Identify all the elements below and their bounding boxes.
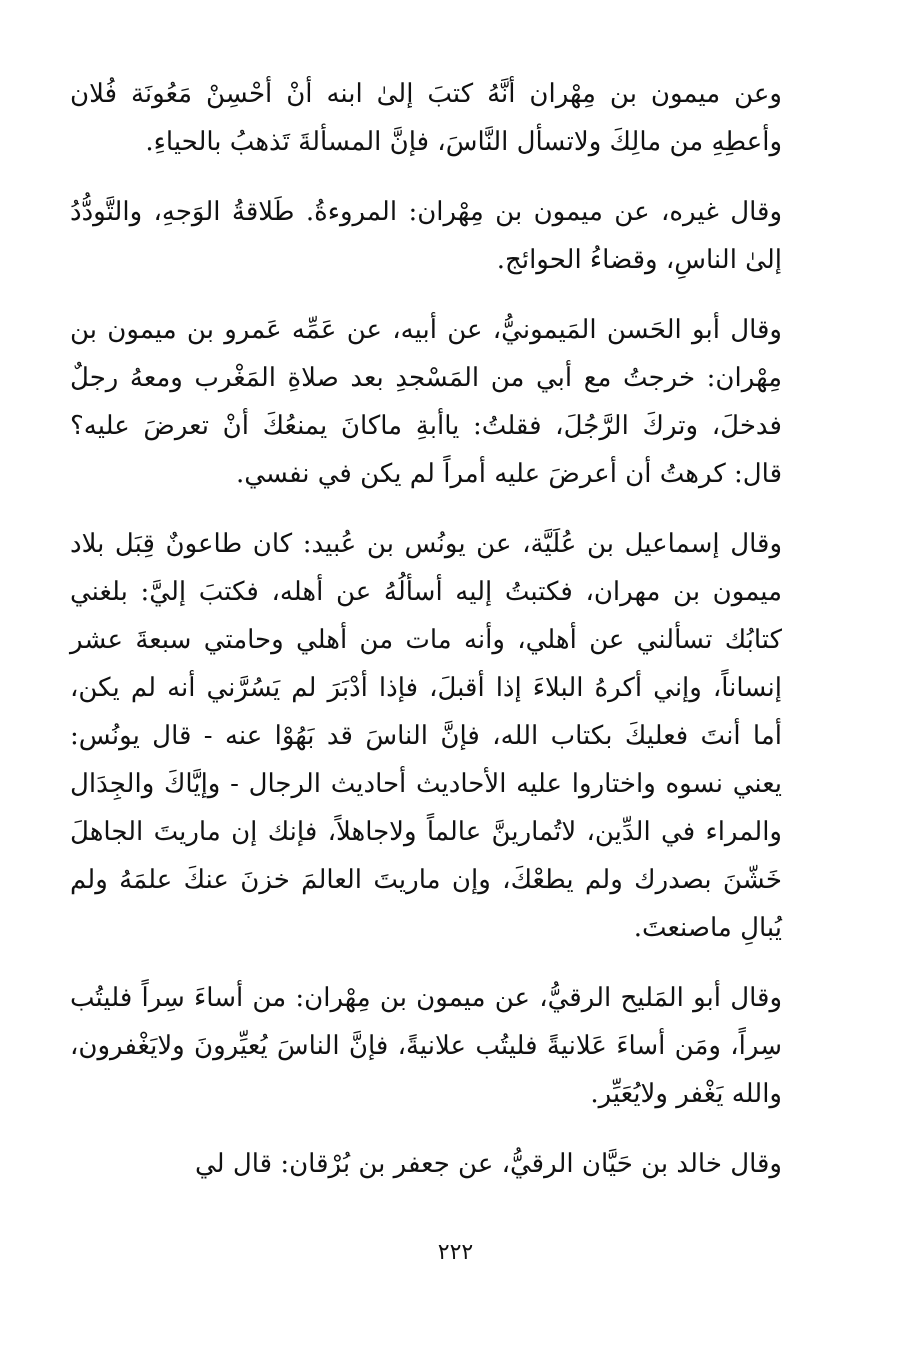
paragraph-maymun-letter-to-son: وعن ميمون بن مِهْران أنَّهُ كتبَ إلىٰ ابنه أنْ أحْسِنْ مَعُونَة فُلان وأعطِهِ من مالِكَ ولاتسأل النَّاسَ، فإنَّ المسألةَ تَذهبُ بالحياءِ. bbox=[70, 79, 782, 157]
paragraph-repentance: وقال أبو المَليح الرقيُّ، عن ميمون بن مِهْران: من أساءَ سِراً فليتُب سِراً، ومَن أساءَ عَلانيةً فليتُب علانيةً، فإنَّ الناسَ يُعيِّرونَ ولايَغْفرون، والله يَغْفر ولايُعَيِّر. bbox=[70, 983, 782, 1109]
page-body-text bbox=[70, 70, 782, 1188]
page-number: ٢٢٢ bbox=[437, 1240, 474, 1265]
paragraph-muruah: وقال غيره، عن ميمون بن مِهْران: المروءةُ. طَلاقةُ الوَجهِ، والتَّودُّدُ إلىٰ الناسِ، وقضاءُ الحوائج. bbox=[70, 197, 782, 275]
paragraph-plague-letter: وقال إسماعيل بن عُلَيَّة، عن يونُس بن عُبيد: كان طاعونٌ قِبَل بلاد ميمون بن مهران، فكتبتُ إليه أسألُهُ عن أهله، فكتبَ إليَّ: بلغني كتابُك تسألني عن أهلي، وأنه مات من أهلي وحامتي سبعةَ عشر إنساناً، وإني أكرهُ البلاءَ إذا أقبلَ، فإذا أدْبَرَ لم يَسُرَّني أنه لم يكن، أما أنتَ فعليكَ بكتاب الله، فإنَّ الناسَ قد بَهُوْا عنه - قال يونُس: يعني نسوه واختاروا عليه الأحاديث أحاديث الرجال - وإيَّاكَ والجِدَال والمراء في الدِّين، لاتُمارينَّ عالماً ولاجاهلاً، فإنك إن ماريتَ الجاهلَ خَشّنَ بصدرك ولم يطعْكَ، وإن ماريتَ العالمَ خزنَ عنكَ علمَهُ ولم يُبالِ ماصنعتَ. bbox=[70, 529, 783, 943]
paragraph-after-maghrib: وقال أبو الحَسن المَيمونيُّ، عن أبيه، عن عَمِّه عَمرو بن ميمون بن مِهْران: خرجتُ مع أبي من المَسْجدِ بعد صلاةِ المَغْرب ومعهُ رجلٌ فدخلَ، وتركَ الرَّجُلَ، فقلتُ: ياأبةِ ماكانَ يمنعُكَ أنْ تعرضَ عليه؟ قال: كرهتُ أن أعرضَ عليه أمراً لم يكن في نفسي. bbox=[70, 315, 782, 489]
paragraph-khalid-ibn-hayyan: وقال خالد بن حَيَّان الرقيُّ، عن جعفر بن بُرْقان: قال لي bbox=[194, 1149, 782, 1179]
